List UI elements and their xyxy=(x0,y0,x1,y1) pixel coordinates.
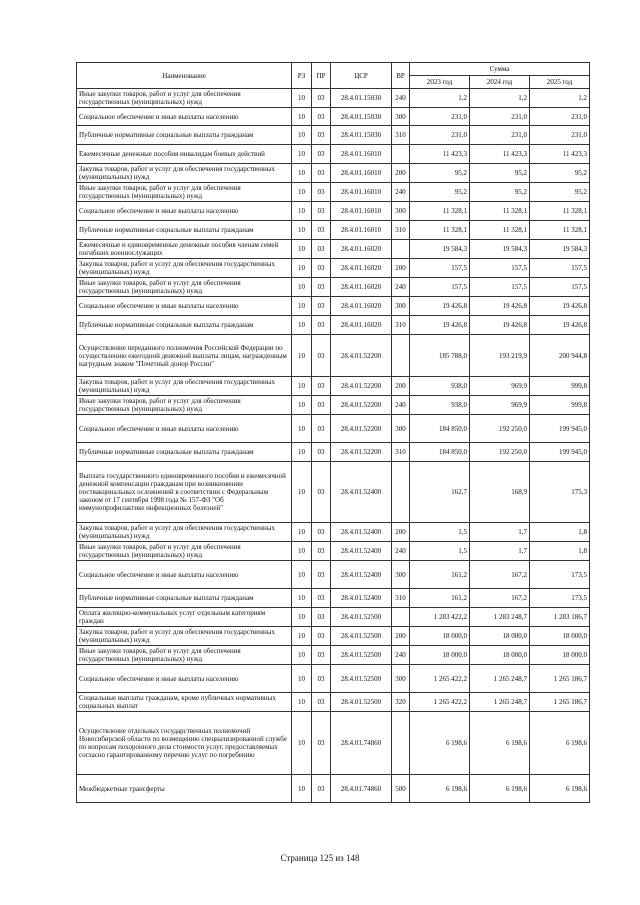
cell-sum-2025: 999,8 xyxy=(530,396,590,415)
cell-csr: 28.4.01.52500 xyxy=(331,627,392,646)
cell-pr: 03 xyxy=(312,523,331,542)
cell-vr xyxy=(392,462,410,523)
cell-sum-2024: 6 198,6 xyxy=(470,712,530,775)
cell-csr: 28.4.01.16020 xyxy=(331,316,392,335)
cell-pr: 03 xyxy=(312,377,331,396)
cell-rz: 10 xyxy=(292,335,312,377)
cell-pr: 03 xyxy=(312,221,331,240)
cell-name: Публичные нормативные социальные выплаты гражданам xyxy=(77,316,292,335)
table-row xyxy=(77,259,590,278)
cell-pr: 03 xyxy=(312,665,331,693)
cell-sum-2024: 167,2 xyxy=(470,561,530,589)
table-row xyxy=(77,542,590,561)
cell-vr: 300 xyxy=(392,561,410,589)
cell-name: Социальное обеспечение и иные выплаты населению xyxy=(77,108,292,126)
cell-sum-2025: 95,2 xyxy=(530,164,590,183)
cell-sum-2023: 11 328,1 xyxy=(410,221,470,240)
cell-vr: 310 xyxy=(392,316,410,335)
table-row xyxy=(77,396,590,415)
cell-rz: 10 xyxy=(292,145,312,164)
cell-pr: 03 xyxy=(312,712,331,775)
cell-name: Ежемесячные денежные пособия инвалидам боевых действий xyxy=(77,145,292,164)
cell-sum-2025: 1 265 186,7 xyxy=(530,665,590,693)
cell-sum-2023: 161,2 xyxy=(410,561,470,589)
cell-vr xyxy=(392,608,410,627)
header-name: Наименование xyxy=(77,63,292,89)
cell-csr: 28.4.01.15030 xyxy=(331,108,392,126)
cell-sum-2025: 1,8 xyxy=(530,542,590,561)
cell-csr: 28.4.01.16010 xyxy=(331,164,392,183)
cell-sum-2025: 231,0 xyxy=(530,108,590,126)
cell-csr: 28.4.01.52200 xyxy=(331,335,392,377)
cell-sum-2023: 6 198,6 xyxy=(410,775,470,803)
table-row xyxy=(77,443,590,462)
cell-sum-2024: 193 219,9 xyxy=(470,335,530,377)
cell-csr: 28.4.01.16010 xyxy=(331,145,392,164)
cell-vr: 240 xyxy=(392,646,410,665)
cell-sum-2025: 11 328,1 xyxy=(530,202,590,221)
cell-csr: 28.4.01.52200 xyxy=(331,377,392,396)
cell-sum-2023: 1,5 xyxy=(410,542,470,561)
cell-vr xyxy=(392,335,410,377)
cell-sum-2024: 1,2 xyxy=(470,89,530,108)
cell-pr: 03 xyxy=(312,646,331,665)
cell-name: Выплата государственного единовременного пособия и ежемесячной денежной компенсации гражданам при возникновении поствакцинальных осложнений в соответствии с Федеральным законом от 17 сентября 1998 года № 157-ФЗ "Об иммунопрофилактике инфекционных болезней" xyxy=(77,462,292,523)
cell-name: Социальные выплаты гражданам, кроме публичных нормативных социальных выплат xyxy=(77,693,292,712)
table-row xyxy=(77,665,590,693)
cell-name: Социальное обеспечение и иные выплаты населению xyxy=(77,665,292,693)
cell-pr: 03 xyxy=(312,202,331,221)
cell-vr: 300 xyxy=(392,415,410,443)
cell-sum-2025: 173,5 xyxy=(530,561,590,589)
cell-pr: 03 xyxy=(312,108,331,126)
table-row xyxy=(77,221,590,240)
table-row xyxy=(77,523,590,542)
cell-sum-2024: 167,2 xyxy=(470,589,530,608)
cell-sum-2025: 19 584,3 xyxy=(530,240,590,259)
cell-name: Закупка товаров, работ и услуг для обеспечения государственных (муниципальных) нужд xyxy=(77,627,292,646)
cell-sum-2024: 19 426,8 xyxy=(470,297,530,316)
cell-rz: 10 xyxy=(292,415,312,443)
cell-sum-2025: 6 198,6 xyxy=(530,712,590,775)
cell-csr: 28.4.01.52500 xyxy=(331,665,392,693)
header-year-2025: 2025 год xyxy=(530,76,590,89)
cell-sum-2023: 18 000,0 xyxy=(410,627,470,646)
cell-sum-2024: 19 426,8 xyxy=(470,316,530,335)
cell-sum-2024: 1,7 xyxy=(470,542,530,561)
cell-sum-2023: 185 788,0 xyxy=(410,335,470,377)
cell-rz: 10 xyxy=(292,712,312,775)
cell-pr: 03 xyxy=(312,627,331,646)
table-row xyxy=(77,335,590,377)
cell-rz: 10 xyxy=(292,523,312,542)
cell-rz: 10 xyxy=(292,259,312,278)
cell-sum-2024: 19 584,3 xyxy=(470,240,530,259)
cell-csr: 28.4.01.52500 xyxy=(331,646,392,665)
cell-vr: 310 xyxy=(392,443,410,462)
cell-rz: 10 xyxy=(292,316,312,335)
cell-name: Закупка товаров, работ и услуг для обеспечения государственных (муниципальных) нужд xyxy=(77,259,292,278)
table-row xyxy=(77,316,590,335)
cell-pr: 03 xyxy=(312,259,331,278)
cell-vr: 200 xyxy=(392,259,410,278)
table-row xyxy=(77,278,590,297)
cell-name: Закупка товаров, работ и услуг для обеспечения государственных (муниципальных) нужд xyxy=(77,164,292,183)
cell-sum-2025: 1 283 186,7 xyxy=(530,608,590,627)
cell-sum-2023: 231,0 xyxy=(410,108,470,126)
cell-name: Иные закупки товаров, работ и услуг для обеспечения государственных (муниципальных) нужд xyxy=(77,396,292,415)
cell-rz: 10 xyxy=(292,646,312,665)
cell-pr: 03 xyxy=(312,415,331,443)
cell-pr: 03 xyxy=(312,316,331,335)
cell-rz: 10 xyxy=(292,278,312,297)
cell-vr: 320 xyxy=(392,693,410,712)
cell-name: Иные закупки товаров, работ и услуг для обеспечения государственных (муниципальных) нужд xyxy=(77,542,292,561)
cell-vr xyxy=(392,712,410,775)
cell-pr: 03 xyxy=(312,542,331,561)
table-row xyxy=(77,108,590,126)
table-row xyxy=(77,627,590,646)
cell-sum-2023: 1 283 422,2 xyxy=(410,608,470,627)
table-row xyxy=(77,712,590,775)
cell-rz: 10 xyxy=(292,396,312,415)
cell-sum-2024: 1 265 248,7 xyxy=(470,665,530,693)
cell-sum-2024: 95,2 xyxy=(470,164,530,183)
cell-pr: 03 xyxy=(312,89,331,108)
cell-name: Публичные нормативные социальные выплаты гражданам xyxy=(77,589,292,608)
cell-sum-2023: 157,5 xyxy=(410,259,470,278)
cell-sum-2024: 11 328,1 xyxy=(470,202,530,221)
cell-csr: 28.4.01.52500 xyxy=(331,608,392,627)
cell-csr: 28.4.01.16020 xyxy=(331,278,392,297)
cell-csr: 28.4.01.16020 xyxy=(331,240,392,259)
cell-name: Социальное обеспечение и иные выплаты населению xyxy=(77,415,292,443)
cell-rz: 10 xyxy=(292,775,312,803)
cell-sum-2024: 192 250,0 xyxy=(470,415,530,443)
cell-vr: 200 xyxy=(392,627,410,646)
cell-rz: 10 xyxy=(292,164,312,183)
cell-sum-2025: 11 423,3 xyxy=(530,145,590,164)
cell-vr xyxy=(392,145,410,164)
table-row xyxy=(77,145,590,164)
cell-sum-2025: 999,8 xyxy=(530,377,590,396)
cell-csr: 28.4.01.52200 xyxy=(331,396,392,415)
cell-pr: 03 xyxy=(312,126,331,145)
cell-csr: 28.4.01.52400 xyxy=(331,523,392,542)
header-csr: ЦСР xyxy=(331,63,392,89)
table-row xyxy=(77,646,590,665)
cell-name: Межбюджетные трансферты xyxy=(77,775,292,803)
cell-name: Социальное обеспечение и иные выплаты населению xyxy=(77,202,292,221)
cell-sum-2025: 19 426,8 xyxy=(530,316,590,335)
table-row xyxy=(77,202,590,221)
cell-name: Социальное обеспечение и иные выплаты населению xyxy=(77,297,292,316)
cell-sum-2025: 19 426,8 xyxy=(530,297,590,316)
cell-csr: 28.4.01.74860 xyxy=(331,775,392,803)
cell-name: Ежемесячные и единовременные денежные пособия членам семей погибших военнослужащих xyxy=(77,240,292,259)
cell-rz: 10 xyxy=(292,240,312,259)
table-row xyxy=(77,693,590,712)
cell-csr: 28.4.01.52400 xyxy=(331,542,392,561)
cell-vr: 240 xyxy=(392,278,410,297)
cell-rz: 10 xyxy=(292,221,312,240)
cell-sum-2023: 162,7 xyxy=(410,462,470,523)
cell-sum-2025: 1,8 xyxy=(530,523,590,542)
table-row xyxy=(77,240,590,259)
cell-sum-2025: 18 000,0 xyxy=(530,627,590,646)
cell-rz: 10 xyxy=(292,443,312,462)
cell-rz: 10 xyxy=(292,183,312,202)
cell-pr: 03 xyxy=(312,335,331,377)
table-body xyxy=(77,89,590,803)
cell-sum-2025: 200 944,8 xyxy=(530,335,590,377)
cell-sum-2024: 969,9 xyxy=(470,396,530,415)
cell-vr: 300 xyxy=(392,108,410,126)
cell-vr: 310 xyxy=(392,221,410,240)
cell-sum-2025: 173,5 xyxy=(530,589,590,608)
cell-sum-2024: 11 423,3 xyxy=(470,145,530,164)
cell-vr: 300 xyxy=(392,297,410,316)
cell-rz: 10 xyxy=(292,542,312,561)
cell-sum-2025: 199 945,0 xyxy=(530,415,590,443)
cell-csr: 28.4.01.52200 xyxy=(331,443,392,462)
cell-vr: 310 xyxy=(392,589,410,608)
cell-sum-2024: 231,0 xyxy=(470,108,530,126)
cell-rz: 10 xyxy=(292,589,312,608)
cell-rz: 10 xyxy=(292,627,312,646)
header-sum: Сумма xyxy=(410,63,590,76)
cell-sum-2023: 19 426,8 xyxy=(410,316,470,335)
table-row xyxy=(77,608,590,627)
cell-vr: 200 xyxy=(392,164,410,183)
cell-csr: 28.4.01.16020 xyxy=(331,297,392,316)
cell-sum-2023: 161,2 xyxy=(410,589,470,608)
table-row xyxy=(77,462,590,523)
cell-rz: 10 xyxy=(292,561,312,589)
cell-pr: 03 xyxy=(312,775,331,803)
cell-sum-2024: 157,5 xyxy=(470,278,530,297)
cell-rz: 10 xyxy=(292,693,312,712)
cell-csr: 28.4.01.74860 xyxy=(331,712,392,775)
cell-vr: 300 xyxy=(392,202,410,221)
cell-sum-2024: 969,9 xyxy=(470,377,530,396)
cell-sum-2024: 1 283 248,7 xyxy=(470,608,530,627)
cell-sum-2024: 168,9 xyxy=(470,462,530,523)
cell-rz: 10 xyxy=(292,665,312,693)
table-row xyxy=(77,561,590,589)
cell-csr: 28.4.01.16010 xyxy=(331,221,392,240)
cell-name: Публичные нормативные социальные выплаты гражданам xyxy=(77,221,292,240)
cell-csr: 28.4.01.52400 xyxy=(331,589,392,608)
table-row xyxy=(77,415,590,443)
cell-pr: 03 xyxy=(312,443,331,462)
table-row xyxy=(77,297,590,316)
header-rz: РЗ xyxy=(292,63,312,89)
cell-csr: 28.4.01.52400 xyxy=(331,561,392,589)
cell-sum-2023: 18 000,0 xyxy=(410,646,470,665)
cell-vr: 300 xyxy=(392,665,410,693)
cell-rz: 10 xyxy=(292,377,312,396)
cell-sum-2025: 157,5 xyxy=(530,259,590,278)
budget-table xyxy=(76,62,590,803)
cell-sum-2023: 184 850,0 xyxy=(410,415,470,443)
cell-pr: 03 xyxy=(312,297,331,316)
cell-sum-2023: 938,0 xyxy=(410,377,470,396)
cell-vr: 200 xyxy=(392,523,410,542)
cell-csr: 28.4.01.52400 xyxy=(331,462,392,523)
cell-vr: 240 xyxy=(392,183,410,202)
cell-csr: 28.4.01.52200 xyxy=(331,415,392,443)
cell-sum-2023: 6 198,6 xyxy=(410,712,470,775)
cell-sum-2023: 95,2 xyxy=(410,183,470,202)
cell-sum-2023: 19 426,8 xyxy=(410,297,470,316)
cell-pr: 03 xyxy=(312,240,331,259)
cell-sum-2025: 95,2 xyxy=(530,183,590,202)
cell-sum-2025: 1,2 xyxy=(530,89,590,108)
cell-pr: 03 xyxy=(312,396,331,415)
cell-rz: 10 xyxy=(292,297,312,316)
cell-name: Оплата жилищно-коммунальных услуг отдельным категориям граждан xyxy=(77,608,292,627)
cell-sum-2023: 938,0 xyxy=(410,396,470,415)
cell-pr: 03 xyxy=(312,561,331,589)
cell-vr: 200 xyxy=(392,377,410,396)
table-row xyxy=(77,589,590,608)
cell-sum-2024: 192 250,0 xyxy=(470,443,530,462)
cell-sum-2023: 1 265 422,2 xyxy=(410,665,470,693)
cell-sum-2023: 157,5 xyxy=(410,278,470,297)
cell-sum-2024: 11 328,1 xyxy=(470,221,530,240)
cell-csr: 28.4.01.16020 xyxy=(331,259,392,278)
header-year-2023: 2023 год xyxy=(410,76,470,89)
cell-pr: 03 xyxy=(312,462,331,523)
cell-pr: 03 xyxy=(312,145,331,164)
cell-pr: 03 xyxy=(312,608,331,627)
cell-pr: 03 xyxy=(312,164,331,183)
cell-sum-2023: 11 328,1 xyxy=(410,202,470,221)
cell-rz: 10 xyxy=(292,108,312,126)
cell-sum-2024: 18 000,0 xyxy=(470,627,530,646)
cell-pr: 03 xyxy=(312,278,331,297)
cell-sum-2024: 18 000,0 xyxy=(470,646,530,665)
cell-csr: 28.4.01.52500 xyxy=(331,693,392,712)
cell-name: Иные закупки товаров, работ и услуг для обеспечения государственных (муниципальных) нужд xyxy=(77,646,292,665)
cell-sum-2024: 95,2 xyxy=(470,183,530,202)
cell-vr: 310 xyxy=(392,126,410,145)
cell-sum-2025: 231,0 xyxy=(530,126,590,145)
cell-name: Публичные нормативные социальные выплаты гражданам xyxy=(77,126,292,145)
cell-name: Осуществление отдельных государственных полномочий Новосибирской области по возмещению специализированной службе по вопросам похоронного дела стоимости услуг, предоставляемых согласно гарантированному перечню услуг по погребению xyxy=(77,712,292,775)
table-row xyxy=(77,183,590,202)
cell-sum-2025: 157,5 xyxy=(530,278,590,297)
cell-sum-2023: 231,0 xyxy=(410,126,470,145)
table-row xyxy=(77,775,590,803)
table-row xyxy=(77,126,590,145)
cell-name: Социальное обеспечение и иные выплаты населению xyxy=(77,561,292,589)
cell-rz: 10 xyxy=(292,462,312,523)
cell-sum-2023: 1 265 422,2 xyxy=(410,693,470,712)
cell-name: Иные закупки товаров, работ и услуг для обеспечения государственных (муниципальных) нужд xyxy=(77,183,292,202)
cell-sum-2025: 175,3 xyxy=(530,462,590,523)
cell-sum-2023: 1,2 xyxy=(410,89,470,108)
cell-name: Иные закупки товаров, работ и услуг для обеспечения государственных (муниципальных) нужд xyxy=(77,89,292,108)
cell-csr: 28.4.01.15030 xyxy=(331,89,392,108)
cell-vr: 240 xyxy=(392,396,410,415)
cell-sum-2025: 18 000,0 xyxy=(530,646,590,665)
cell-name: Иные закупки товаров, работ и услуг для обеспечения государственных (муниципальных) нужд xyxy=(77,278,292,297)
cell-sum-2023: 19 584,3 xyxy=(410,240,470,259)
cell-csr: 28.4.01.16010 xyxy=(331,202,392,221)
table-row xyxy=(77,89,590,108)
cell-vr: 500 xyxy=(392,775,410,803)
cell-sum-2025: 199 945,0 xyxy=(530,443,590,462)
header-year-2024: 2024 год xyxy=(470,76,530,89)
cell-sum-2025: 11 328,1 xyxy=(530,221,590,240)
cell-sum-2023: 11 423,3 xyxy=(410,145,470,164)
cell-sum-2023: 184 850,0 xyxy=(410,443,470,462)
header-pr: ПР xyxy=(312,63,331,89)
cell-sum-2024: 1 265 248,7 xyxy=(470,693,530,712)
cell-sum-2023: 1,5 xyxy=(410,523,470,542)
table-row xyxy=(77,377,590,396)
cell-sum-2025: 6 198,6 xyxy=(530,775,590,803)
cell-csr: 28.4.01.16010 xyxy=(331,183,392,202)
page-number: Страница 125 из 148 xyxy=(280,853,360,863)
cell-name: Закупка товаров, работ и услуг для обеспечения государственных (муниципальных) нужд xyxy=(77,523,292,542)
cell-name: Закупка товаров, работ и услуг для обеспечения государственных (муниципальных) нужд xyxy=(77,377,292,396)
cell-vr: 240 xyxy=(392,542,410,561)
cell-pr: 03 xyxy=(312,589,331,608)
cell-sum-2024: 1,7 xyxy=(470,523,530,542)
cell-csr: 28.4.01.15030 xyxy=(331,126,392,145)
cell-vr: 240 xyxy=(392,89,410,108)
cell-sum-2024: 231,0 xyxy=(470,126,530,145)
cell-vr xyxy=(392,240,410,259)
cell-sum-2023: 95,2 xyxy=(410,164,470,183)
cell-rz: 10 xyxy=(292,126,312,145)
cell-pr: 03 xyxy=(312,693,331,712)
cell-rz: 10 xyxy=(292,89,312,108)
header-vr: ВР xyxy=(392,63,410,89)
table-row xyxy=(77,164,590,183)
cell-rz: 10 xyxy=(292,202,312,221)
cell-pr: 03 xyxy=(312,183,331,202)
cell-name: Осуществление переданного полномочия Российской Федерации по осуществлению ежегодной денежной выплаты лицам, награжденным нагрудным знаком "Почетный донор России" xyxy=(77,335,292,377)
cell-sum-2024: 157,5 xyxy=(470,259,530,278)
cell-sum-2024: 6 198,6 xyxy=(470,775,530,803)
cell-rz: 10 xyxy=(292,608,312,627)
cell-name: Публичные нормативные социальные выплаты гражданам xyxy=(77,443,292,462)
cell-sum-2025: 1 265 186,7 xyxy=(530,693,590,712)
